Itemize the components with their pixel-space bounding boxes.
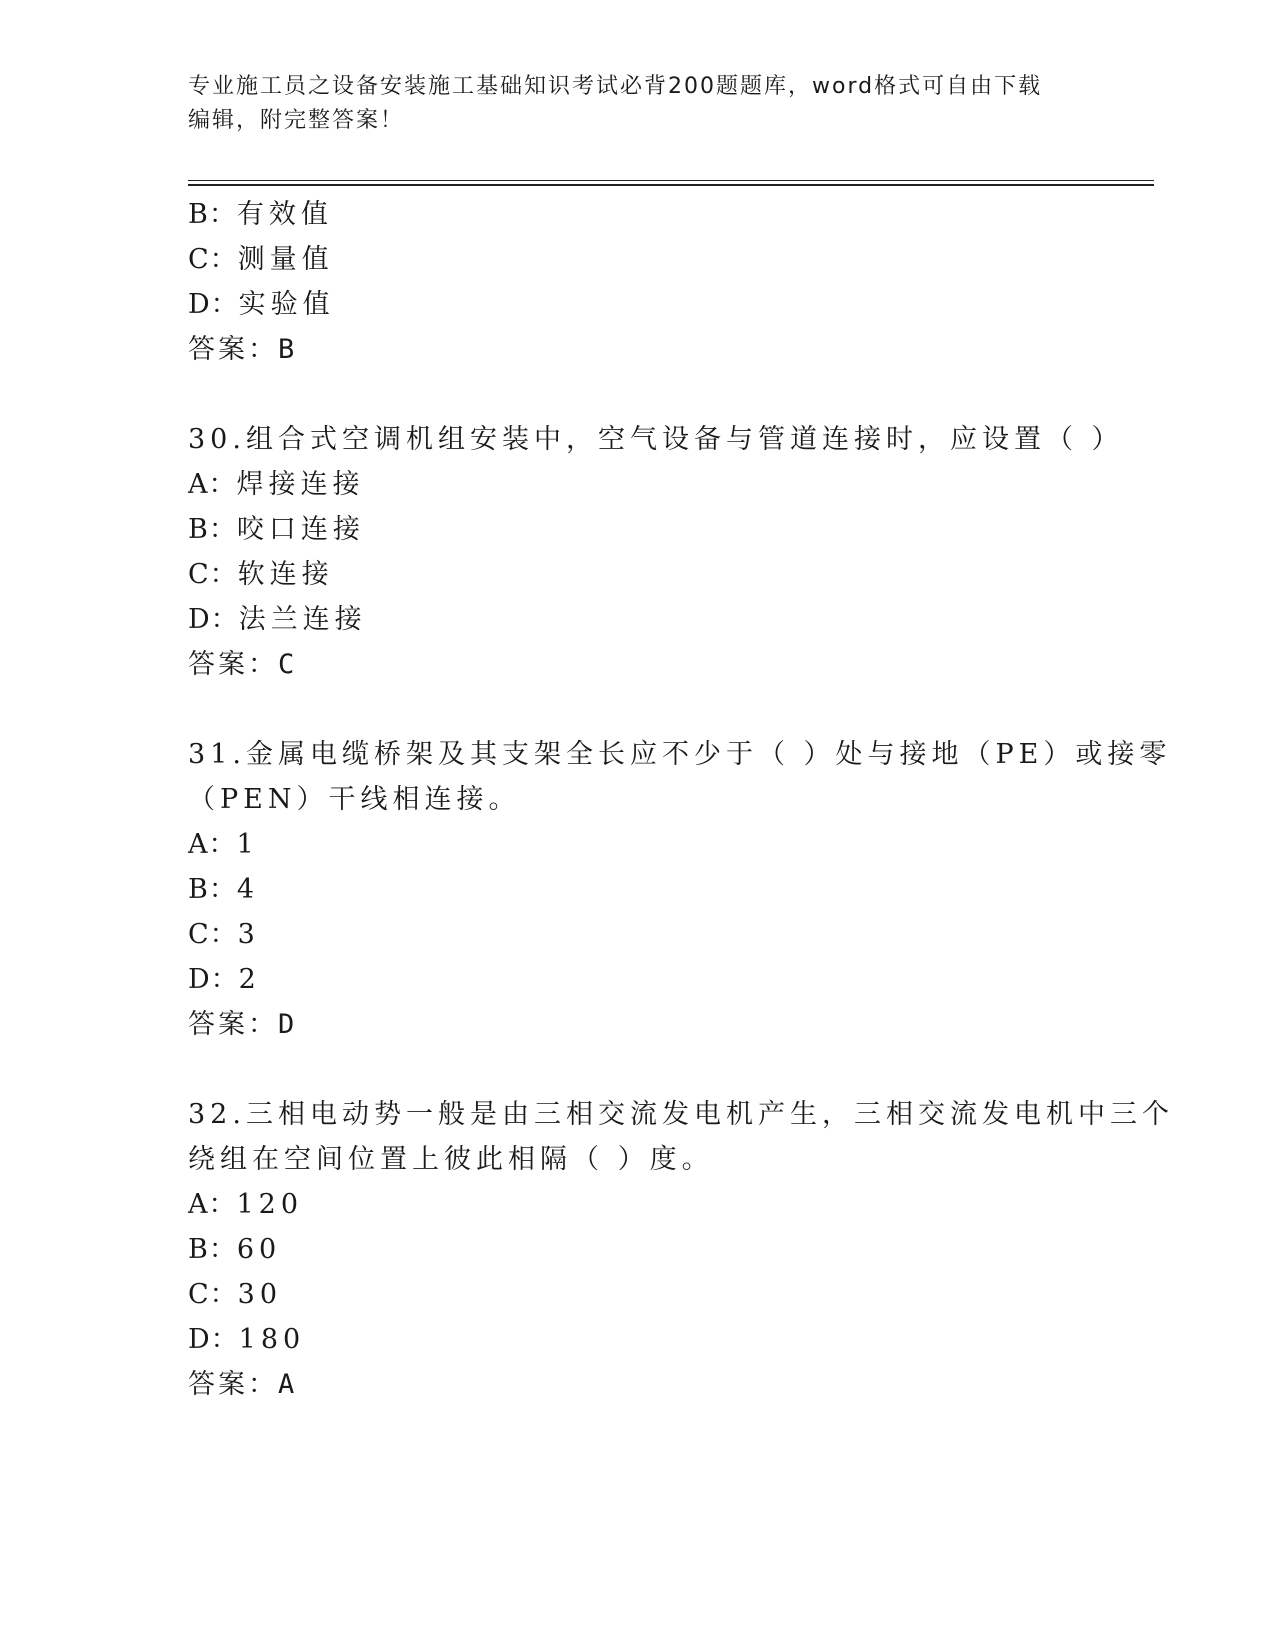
option-text: 2 bbox=[238, 964, 261, 995]
option-prev-b bbox=[188, 192, 333, 231]
option-text: 1 bbox=[236, 829, 259, 860]
option-text: 焊接连接 bbox=[236, 469, 365, 500]
option-letter: A： bbox=[188, 469, 237, 500]
option-text: 3 bbox=[237, 919, 260, 950]
question-30-stem: 30.组合式空调机组安装中，空气设备与管道连接时，应设置（ ） bbox=[188, 424, 1124, 455]
option-text: 测量值 bbox=[237, 244, 334, 275]
question-30-option-c bbox=[188, 552, 334, 591]
option-letter: A： bbox=[188, 829, 237, 860]
question-32-stem-line-1: 32.三相电动势一般是由三相交流发电机产生，三相交流发电机中三个 bbox=[188, 1099, 1174, 1130]
option-text: 有效值 bbox=[236, 199, 333, 230]
question-31-answer bbox=[188, 1002, 294, 1041]
option-letter: B： bbox=[188, 199, 237, 230]
question-32-stem-line-2: 绕组在空间位置上彼此相隔（ ）度。 bbox=[188, 1144, 714, 1175]
answer-label: 答案： bbox=[188, 334, 278, 365]
question-32-option-b bbox=[188, 1227, 281, 1266]
question-31-option-b bbox=[188, 867, 259, 906]
option-letter: C： bbox=[188, 244, 238, 275]
header-divider-thick bbox=[188, 184, 1154, 186]
option-letter: D： bbox=[188, 289, 239, 320]
option-prev-d bbox=[188, 282, 335, 321]
option-text: 30 bbox=[237, 1279, 283, 1310]
question-31-option-c bbox=[188, 912, 260, 951]
option-letter: C： bbox=[188, 1279, 238, 1310]
option-letter: D： bbox=[188, 604, 239, 635]
option-prev-c bbox=[188, 237, 334, 276]
option-letter: D： bbox=[188, 1324, 239, 1355]
answer-label: 答案： bbox=[188, 649, 278, 680]
question-30-option-a bbox=[188, 462, 365, 501]
option-text: 60 bbox=[236, 1234, 282, 1265]
question-32-option-d bbox=[188, 1317, 305, 1356]
answer-value: C bbox=[278, 649, 295, 680]
option-text: 软连接 bbox=[237, 559, 334, 590]
question-31-stem-line-2: （PEN）干线相连接。 bbox=[188, 784, 521, 815]
question-31-stem-line-1: 31.金属电缆桥架及其支架全长应不少于（ ）处与接地（PE）或接零 bbox=[188, 739, 1172, 770]
option-text: 实验值 bbox=[238, 289, 335, 320]
header-line-1: 专业施工员之设备安装施工基础知识考试必背200题题库，word格式可自由下载 bbox=[188, 74, 1043, 99]
option-letter: B： bbox=[188, 514, 237, 545]
option-letter: B： bbox=[188, 1234, 237, 1265]
header-line-2: 编辑，附完整答案！ bbox=[188, 108, 405, 133]
option-letter: A： bbox=[188, 1189, 237, 1220]
answer-label: 答案： bbox=[188, 1009, 278, 1040]
question-30-answer bbox=[188, 642, 294, 681]
answer-value: A bbox=[278, 1369, 295, 1400]
question-32-option-a bbox=[188, 1182, 303, 1221]
answer-value: D bbox=[278, 1009, 295, 1040]
option-text: 咬口连接 bbox=[236, 514, 365, 545]
option-text: 180 bbox=[238, 1324, 306, 1355]
option-text: 120 bbox=[236, 1189, 304, 1220]
question-30-option-d bbox=[188, 597, 367, 636]
question-32-option-c bbox=[188, 1272, 282, 1311]
answer-value: B bbox=[278, 334, 295, 365]
question-31-option-a bbox=[188, 822, 259, 861]
option-letter: B： bbox=[188, 874, 237, 905]
answer-label: 答案： bbox=[188, 1369, 278, 1400]
option-letter: D： bbox=[188, 964, 239, 995]
document-header bbox=[188, 70, 1088, 138]
header-divider-thin bbox=[188, 180, 1154, 181]
question-31-option-d bbox=[188, 957, 261, 996]
option-text: 法兰连接 bbox=[238, 604, 367, 635]
question-32-answer bbox=[188, 1362, 294, 1401]
option-letter: C： bbox=[188, 559, 238, 590]
option-text: 4 bbox=[236, 874, 260, 905]
question-30-option-b bbox=[188, 507, 365, 546]
option-letter: C： bbox=[188, 919, 238, 950]
answer-prev bbox=[188, 327, 294, 366]
